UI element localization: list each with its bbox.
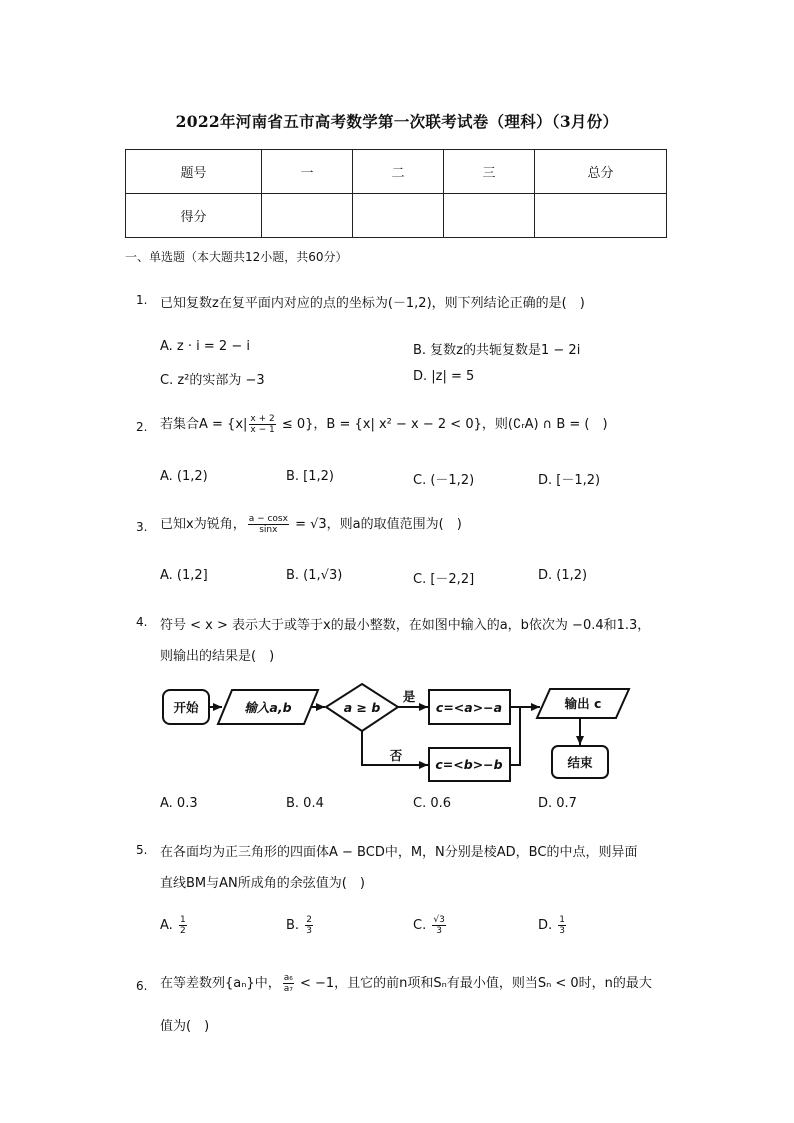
- flowchart-label: 开始: [173, 700, 199, 715]
- question-text: 在各面均为正三角形的四面体A − BCD中，M，N分别是棱AD，BC的中点，则异面: [160, 845, 638, 860]
- fraction: $\frac{1}{3}$: [559, 915, 566, 936]
- fraction: $\frac{x + 2}{x - 1}$: [250, 414, 275, 435]
- table-cell: 题号: [126, 150, 262, 194]
- page-title: 2022年河南省五市高考数学第一次联考试卷（理科）（3月份）: [175, 112, 619, 131]
- option-d[interactable]: D. $\frac{1}{3}$: [538, 915, 566, 936]
- question-number: 3.: [136, 520, 148, 534]
- table-cell: 一: [262, 150, 353, 194]
- question-number: 4.: [136, 615, 148, 629]
- question-number: 6.: [136, 979, 148, 993]
- fraction: $\frac{a - \cos x}{\sin x}$: [248, 514, 288, 535]
- question-text: 值为( ): [160, 1019, 210, 1034]
- option-a[interactable]: A. z · i = 2 − i: [160, 339, 250, 354]
- question-number: 2.: [136, 420, 148, 434]
- option-b[interactable]: B. 0.4: [286, 796, 324, 811]
- flowchart-label: 结束: [567, 755, 593, 770]
- question-number: 5.: [136, 843, 148, 857]
- option-b[interactable]: B. $\frac{2}{3}$: [286, 915, 312, 936]
- option-c[interactable]: C. [－2,2]: [413, 572, 475, 587]
- question-text: 则输出的结果是( ): [160, 649, 275, 664]
- table-cell: 总分: [535, 150, 667, 194]
- question-text: 直线BM与AN所成角的余弦值为( ): [160, 876, 365, 891]
- table-cell: 二: [353, 150, 444, 194]
- fraction: $\frac{√3}{3}$: [433, 915, 445, 936]
- option-d[interactable]: D. |z| = 5: [413, 369, 475, 384]
- option-c[interactable]: C. $\frac{√3}{3}$: [413, 915, 445, 936]
- option-b[interactable]: B. 复数z的共轭复数是1 − 2i: [413, 343, 581, 358]
- option-c[interactable]: C. z²的实部为 −3: [160, 373, 265, 388]
- question-text: 在等差数列{aₙ}中， $\frac{\text{a₆}}{\text{a₇}}$ < −1，且它的前n项和Sₙ有最小值，则当Sₙ < 0时，n的最大: [160, 973, 652, 994]
- option-d[interactable]: D. [－1,2): [538, 473, 601, 488]
- flowchart-label: 是: [402, 689, 416, 704]
- option-b[interactable]: B. [1,2): [286, 469, 335, 484]
- section-heading: 一、单选题（本大题共12小题，共60分）: [125, 250, 348, 264]
- question-text: 已知复数z在复平面内对应的点的坐标为(－1,2)，则下列结论正确的是( ): [160, 296, 585, 311]
- fraction: $\frac{\text{a₆}}{\text{a₇}}$: [283, 973, 293, 994]
- question-text: 已知x为锐角， $\frac{a - \cos x}{\sin x}$ = √3，则a的取值范围为( ): [160, 514, 462, 535]
- table-cell: 得分: [126, 194, 262, 238]
- flowchart-label: 输入a,b: [244, 700, 292, 715]
- flowchart-label: 输出 c: [564, 696, 602, 711]
- flowchart-label: a ≥ b: [343, 700, 381, 715]
- flowchart-label: c=<b>−b: [435, 757, 503, 772]
- option-a[interactable]: A. (1,2]: [160, 568, 208, 583]
- option-a[interactable]: A. (1,2): [160, 469, 208, 484]
- flowchart-label: 否: [389, 748, 403, 763]
- question-text: 符号 < x > 表示大于或等于x的最小整数，在如图中输入的a，b依次为 −0.4和1.3，: [160, 618, 651, 633]
- option-a[interactable]: A. $\frac{1}{2}$: [160, 915, 186, 936]
- option-d[interactable]: D. 0.7: [538, 796, 577, 811]
- option-c[interactable]: C. (－1,2): [413, 473, 475, 488]
- option-d[interactable]: D. (1,2): [538, 568, 588, 583]
- fraction: $\frac{2}{3}$: [306, 915, 312, 936]
- option-a[interactable]: A. 0.3: [160, 796, 198, 811]
- option-c[interactable]: C. 0.6: [413, 796, 452, 811]
- question-number: 1.: [136, 293, 148, 307]
- flowchart-label: c=<a>−a: [435, 700, 503, 715]
- fraction: $\frac{1}{2}$: [179, 915, 186, 936]
- option-b[interactable]: B. (1,√3): [286, 568, 343, 583]
- question-text: 若集合A = {x| $\frac{x + 2}{x - 1}$ ≤ 0}，B = {x| x² − x − 2 < 0}，则(∁ᵣA) ∩ B = ( ): [160, 414, 608, 435]
- table-cell: 三: [444, 150, 535, 194]
